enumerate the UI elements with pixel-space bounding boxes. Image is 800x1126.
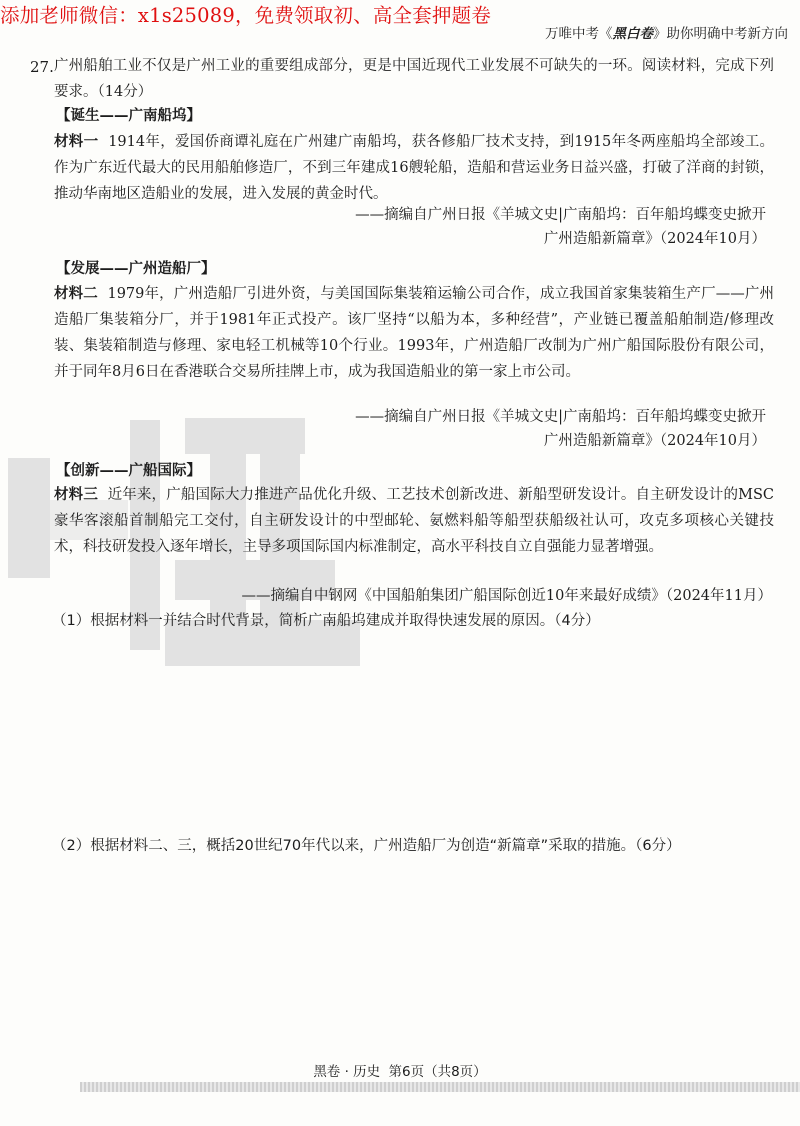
header-brand: 万唯中考《黑白卷》助你明确中考新方向 <box>545 26 788 42</box>
material-3-block <box>54 482 774 560</box>
question-intro: 广州船舶工业不仅是广州工业的重要组成部分，更是中国近现代工业发展不可缺失的一环。阅读材料，完成下列要求。（14分） <box>54 58 774 100</box>
sub-question-2: （2）根据材料二、三，概括20世纪70年代以来，广州造船厂为创造“新篇章”采取的措施。（6分） <box>52 838 681 854</box>
material-2-block <box>54 281 774 385</box>
material-1-text: 1914年，爱国侨商谭礼庭在广州建广南船坞，获各修船厂技术支持，到1915年冬两座船坞全部竣工。作为广东近代最大的民用船舶修造厂，不到三年建成16艘轮船，造船和营运业务日益兴盛，打破了洋商的封锁，推动华南地区造船业的发展，进入发展的黄金时代。 <box>54 134 775 202</box>
sub-question-1: （1）根据材料一并结合时代背景，简析广南船坞建成并取得快速发展的原因。（4分） <box>52 613 600 629</box>
source-1: ——摘编自广州日报《羊城文史|广南船坞：百年船坞蝶变史掀开 广州造船新篇章》（2024年10月） <box>355 207 766 247</box>
source-2: ——摘编自广州日报《羊城文史|广南船坞：百年船坞蝶变史掀开 广州造船新篇章》（2024年10月） <box>355 409 766 449</box>
watermark-text: 添加老师微信：x1s25089，免费领取初、高全套押题卷 <box>0 4 492 27</box>
footer-page: 第6页（共8页） <box>388 1064 487 1080</box>
question-intro-block <box>54 53 774 105</box>
source-3: ——摘编自中钢网《中国船舶集团广船国际创近10年来最好成绩》（2024年11月） <box>241 588 772 604</box>
material-1-label: 材料一 <box>54 134 99 150</box>
material-1-block <box>54 129 774 207</box>
material-2-text: 1979年，广州造船厂引进外资，与美国国际集装箱运输公司合作，成立我国首家集装箱生产厂——广州造船厂集装箱分厂，并于1981年正式投产。该厂坚持“以船为本，多种经营”，产业链已覆盖船舶制造/修理改装、集装箱制造与修理、家电轻工机械等10个行业。1993年，广州造船厂改制为广州广船国际股份有限公司，并于同年8月6日在香港联合交易所挂牌上市，成为我国造船业的第一家上市公司。 <box>54 286 775 380</box>
page-footer <box>0 1060 800 1080</box>
question-number: 27. <box>30 58 54 76</box>
material-3-text: 近年来，广船国际大力推进产品优化升级、工艺技术创新改进、新船型研发设计。自主研发设计的MSC豪华客滚船首制船完工交付，自主研发设计的中型邮轮、氨燃料船等船型获船级社认可，攻克多项核心关键技术，科技研发投入逐年增长，主导多项国际国内标准制定，高水平科技自立自强能力显著增强。 <box>54 487 775 555</box>
section-title-1: 【诞生——广南船坞】 <box>56 108 201 124</box>
material-3-label: 材料三 <box>54 487 98 503</box>
section-title-2: 【发展——广州造船厂】 <box>56 261 216 277</box>
footer-subject: 黑卷 · 历史 <box>313 1064 381 1080</box>
bottom-scan-band <box>80 1082 800 1092</box>
material-2-label: 材料二 <box>54 286 98 302</box>
section-title-3: 【创新——广船国际】 <box>56 463 201 479</box>
